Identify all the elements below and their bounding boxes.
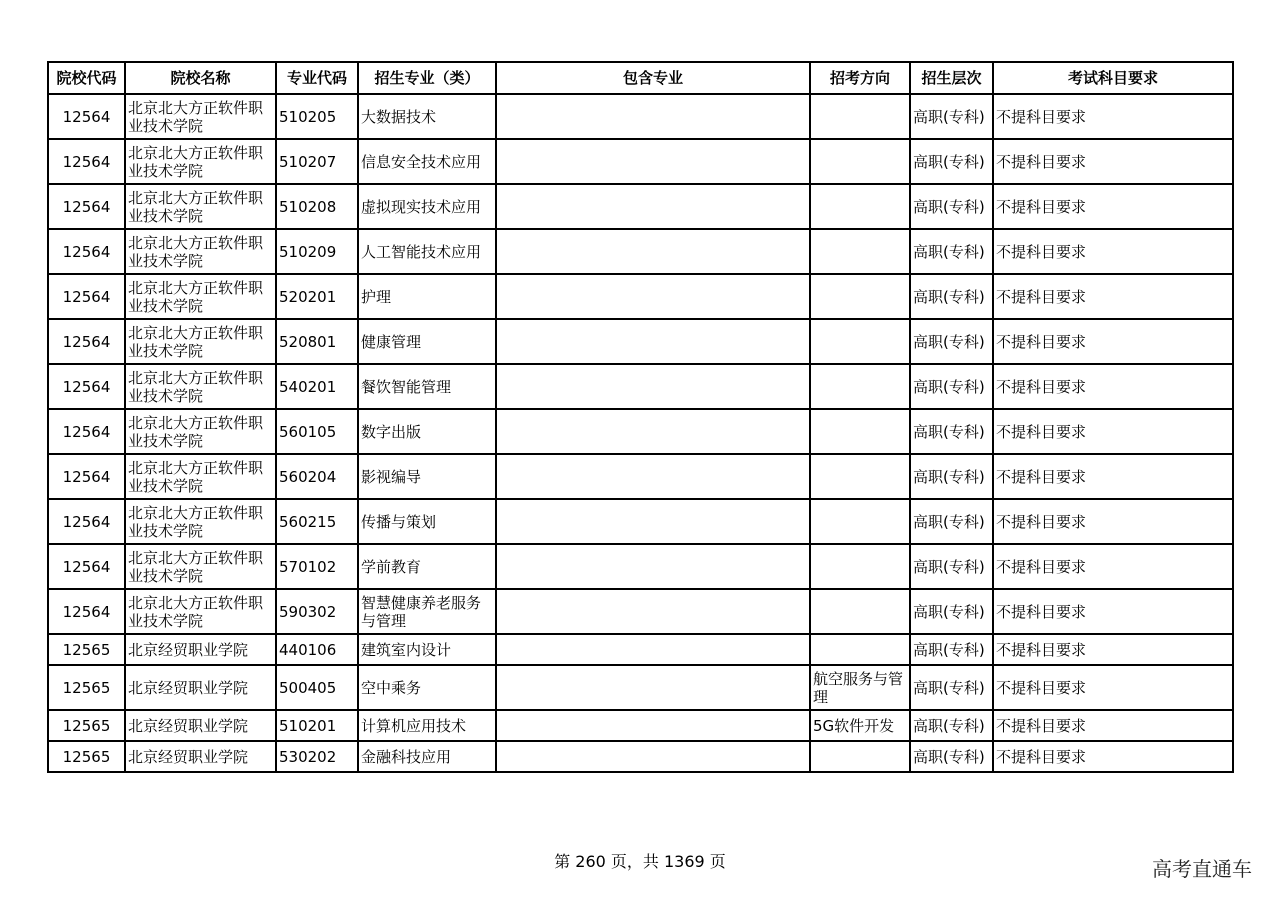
cell-school-code: 12565 — [48, 665, 125, 710]
table-body — [48, 94, 1233, 772]
cell-school-name: 北京北大方正软件职业技术学院 — [125, 364, 276, 409]
cell-includes — [496, 634, 810, 665]
cell-major-code: 570102 — [276, 544, 358, 589]
cell-school-code: 12564 — [48, 229, 125, 274]
cell-level: 高职(专科) — [910, 741, 993, 772]
cell-level: 高职(专科) — [910, 139, 993, 184]
cell-major: 建筑室内设计 — [358, 634, 496, 665]
cell-major: 虚拟现实技术应用 — [358, 184, 496, 229]
table-row — [48, 274, 1233, 319]
cell-includes — [496, 741, 810, 772]
cell-school-code: 12564 — [48, 499, 125, 544]
cell-direction — [810, 589, 910, 634]
watermark-text: 高考直通车 — [1152, 857, 1252, 881]
header-direction: 招考方向 — [810, 62, 910, 94]
cell-requirement: 不提科目要求 — [993, 409, 1233, 454]
cell-major-code: 560215 — [276, 499, 358, 544]
cell-includes — [496, 94, 810, 139]
cell-school-name: 北京北大方正软件职业技术学院 — [125, 319, 276, 364]
cell-includes — [496, 710, 810, 741]
table-row — [48, 499, 1233, 544]
cell-major-code: 560105 — [276, 409, 358, 454]
cell-level: 高职(专科) — [910, 589, 993, 634]
cell-direction — [810, 454, 910, 499]
table-row — [48, 665, 1233, 710]
cell-direction — [810, 499, 910, 544]
cell-major-code: 510207 — [276, 139, 358, 184]
cell-major: 传播与策划 — [358, 499, 496, 544]
cell-major: 大数据技术 — [358, 94, 496, 139]
cell-requirement: 不提科目要求 — [993, 94, 1233, 139]
cell-school-code: 12564 — [48, 589, 125, 634]
table-row — [48, 544, 1233, 589]
cell-school-code: 12564 — [48, 319, 125, 364]
cell-school-code: 12565 — [48, 634, 125, 665]
cell-major-code: 530202 — [276, 741, 358, 772]
cell-level: 高职(专科) — [910, 229, 993, 274]
cell-requirement: 不提科目要求 — [993, 274, 1233, 319]
cell-includes — [496, 499, 810, 544]
table-row — [48, 741, 1233, 772]
cell-requirement: 不提科目要求 — [993, 319, 1233, 364]
cell-major: 影视编导 — [358, 454, 496, 499]
cell-major-code: 560204 — [276, 454, 358, 499]
cell-school-name: 北京经贸职业学院 — [125, 634, 276, 665]
cell-school-name: 北京北大方正软件职业技术学院 — [125, 274, 276, 319]
cell-direction — [810, 184, 910, 229]
cell-requirement: 不提科目要求 — [993, 184, 1233, 229]
cell-requirement: 不提科目要求 — [993, 665, 1233, 710]
header-major: 招生专业（类） — [358, 62, 496, 94]
cell-school-name: 北京经贸职业学院 — [125, 741, 276, 772]
cell-major-code: 510201 — [276, 710, 358, 741]
cell-level: 高职(专科) — [910, 364, 993, 409]
table-row — [48, 94, 1233, 139]
cell-school-code: 12564 — [48, 184, 125, 229]
cell-school-code: 12565 — [48, 741, 125, 772]
cell-major-code: 510208 — [276, 184, 358, 229]
table-row — [48, 364, 1233, 409]
cell-major-code: 520801 — [276, 319, 358, 364]
cell-direction: 5G软件开发 — [810, 710, 910, 741]
header-requirement: 考试科目要求 — [993, 62, 1233, 94]
cell-school-code: 12564 — [48, 94, 125, 139]
cell-school-name: 北京北大方正软件职业技术学院 — [125, 454, 276, 499]
cell-school-code: 12565 — [48, 710, 125, 741]
cell-includes — [496, 274, 810, 319]
cell-school-name: 北京经贸职业学院 — [125, 710, 276, 741]
cell-includes — [496, 544, 810, 589]
cell-level: 高职(专科) — [910, 184, 993, 229]
table-row — [48, 319, 1233, 364]
cell-requirement: 不提科目要求 — [993, 139, 1233, 184]
table-row — [48, 409, 1233, 454]
cell-major-code: 500405 — [276, 665, 358, 710]
cell-requirement: 不提科目要求 — [993, 634, 1233, 665]
cell-major: 健康管理 — [358, 319, 496, 364]
cell-direction — [810, 409, 910, 454]
cell-level: 高职(专科) — [910, 499, 993, 544]
cell-includes — [496, 454, 810, 499]
table-row — [48, 589, 1233, 634]
cell-school-name: 北京经贸职业学院 — [125, 665, 276, 710]
cell-includes — [496, 229, 810, 274]
cell-includes — [496, 364, 810, 409]
cell-requirement: 不提科目要求 — [993, 229, 1233, 274]
cell-school-name: 北京北大方正软件职业技术学院 — [125, 499, 276, 544]
cell-level: 高职(专科) — [910, 544, 993, 589]
cell-school-name: 北京北大方正软件职业技术学院 — [125, 409, 276, 454]
cell-level: 高职(专科) — [910, 665, 993, 710]
cell-direction — [810, 364, 910, 409]
header-level: 招生层次 — [910, 62, 993, 94]
cell-level: 高职(专科) — [910, 454, 993, 499]
table-row — [48, 634, 1233, 665]
cell-requirement: 不提科目要求 — [993, 710, 1233, 741]
cell-includes — [496, 184, 810, 229]
cell-school-name: 北京北大方正软件职业技术学院 — [125, 589, 276, 634]
page-number: 第 260 页，共 1369 页 — [554, 852, 726, 871]
cell-level: 高职(专科) — [910, 409, 993, 454]
cell-level: 高职(专科) — [910, 274, 993, 319]
cell-major: 数字出版 — [358, 409, 496, 454]
cell-level: 高职(专科) — [910, 634, 993, 665]
table-row — [48, 139, 1233, 184]
cell-major-code: 590302 — [276, 589, 358, 634]
cell-school-code: 12564 — [48, 544, 125, 589]
cell-includes — [496, 665, 810, 710]
header-school-code: 院校代码 — [48, 62, 125, 94]
cell-major: 学前教育 — [358, 544, 496, 589]
cell-school-name: 北京北大方正软件职业技术学院 — [125, 94, 276, 139]
cell-major-code: 510209 — [276, 229, 358, 274]
cell-requirement: 不提科目要求 — [993, 364, 1233, 409]
cell-school-code: 12564 — [48, 274, 125, 319]
cell-major-code: 510205 — [276, 94, 358, 139]
cell-major: 智慧健康养老服务与管理 — [358, 589, 496, 634]
cell-direction — [810, 94, 910, 139]
cell-direction — [810, 544, 910, 589]
cell-school-name: 北京北大方正软件职业技术学院 — [125, 229, 276, 274]
table-row — [48, 229, 1233, 274]
cell-major: 护理 — [358, 274, 496, 319]
cell-direction — [810, 319, 910, 364]
cell-includes — [496, 319, 810, 364]
header-includes: 包含专业 — [496, 62, 810, 94]
cell-school-code: 12564 — [48, 409, 125, 454]
cell-level: 高职(专科) — [910, 94, 993, 139]
cell-level: 高职(专科) — [910, 710, 993, 741]
cell-direction — [810, 634, 910, 665]
cell-requirement: 不提科目要求 — [993, 589, 1233, 634]
table-header-row — [48, 62, 1233, 94]
cell-major-code: 520201 — [276, 274, 358, 319]
cell-major-code: 440106 — [276, 634, 358, 665]
cell-direction — [810, 741, 910, 772]
cell-major: 计算机应用技术 — [358, 710, 496, 741]
cell-direction — [810, 229, 910, 274]
cell-requirement: 不提科目要求 — [993, 499, 1233, 544]
cell-level: 高职(专科) — [910, 319, 993, 364]
cell-includes — [496, 409, 810, 454]
cell-includes — [496, 139, 810, 184]
header-major-code: 专业代码 — [276, 62, 358, 94]
cell-requirement: 不提科目要求 — [993, 544, 1233, 589]
cell-school-code: 12564 — [48, 364, 125, 409]
cell-school-name: 北京北大方正软件职业技术学院 — [125, 184, 276, 229]
cell-includes — [496, 589, 810, 634]
admission-table — [47, 61, 1234, 773]
cell-major: 金融科技应用 — [358, 741, 496, 772]
cell-school-code: 12564 — [48, 454, 125, 499]
cell-major: 空中乘务 — [358, 665, 496, 710]
table-row — [48, 184, 1233, 229]
cell-direction — [810, 274, 910, 319]
table-row — [48, 454, 1233, 499]
cell-school-name: 北京北大方正软件职业技术学院 — [125, 139, 276, 184]
cell-major: 人工智能技术应用 — [358, 229, 496, 274]
cell-major-code: 540201 — [276, 364, 358, 409]
cell-major: 餐饮智能管理 — [358, 364, 496, 409]
cell-school-code: 12564 — [48, 139, 125, 184]
cell-requirement: 不提科目要求 — [993, 454, 1233, 499]
table-row — [48, 710, 1233, 741]
header-school-name: 院校名称 — [125, 62, 276, 94]
cell-requirement: 不提科目要求 — [993, 741, 1233, 772]
cell-direction — [810, 139, 910, 184]
cell-direction: 航空服务与管理 — [810, 665, 910, 710]
cell-major: 信息安全技术应用 — [358, 139, 496, 184]
cell-school-name: 北京北大方正软件职业技术学院 — [125, 544, 276, 589]
